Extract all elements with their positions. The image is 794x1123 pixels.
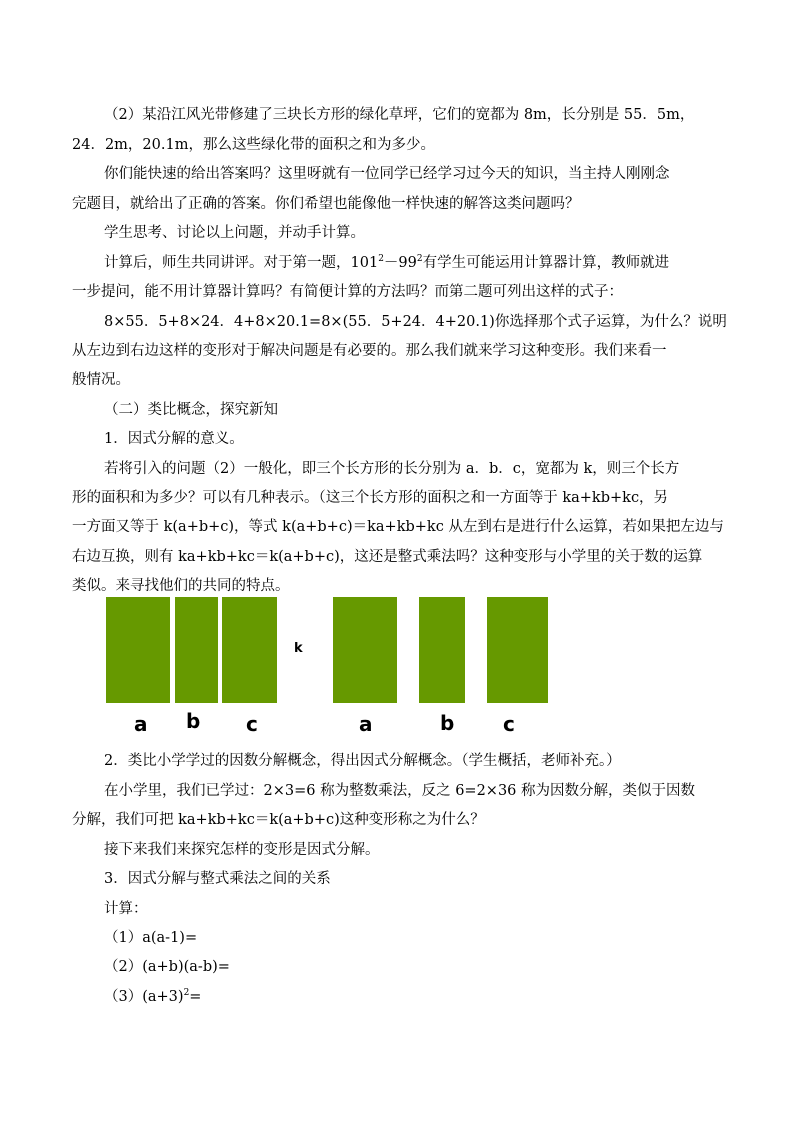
paragraph-line: 学生思考、讨论以上问题，并动手计算。: [104, 225, 365, 241]
paragraph-line: 若将引入的问题（2）一般化，即三个长方形的长分别为 a．b．c，宽都为 k，则三个长方: [104, 461, 680, 477]
paragraph-line: [104, 253, 669, 273]
paragraph-line: 类似。来寻找他们的共同的特点。: [72, 578, 290, 594]
label-b-left: b: [186, 709, 201, 733]
calc-heading: 计算：: [104, 901, 148, 917]
label-b-right: b: [440, 711, 455, 735]
paragraph-line: 8×55．5+8×24．4+8×20.1=8×(55．5+24．4+20.1)你选择那个式子运算，为什么？说明: [104, 314, 727, 330]
item-heading: 3．因式分解与整式乘法之间的关系: [104, 871, 331, 887]
paragraph-line: 完题目，就给出了正确的答案。你们希望也能像他一样快速的解答这类问题吗？: [72, 196, 580, 212]
width-label-k: k: [294, 641, 303, 656]
rectangle-c-left: [222, 597, 277, 703]
problem-2-line-2: 24．2m，20.1m，那么这些绿化带的面积之和为多少。: [72, 137, 435, 153]
label-a-right: a: [359, 712, 373, 736]
text-run: =: [189, 989, 202, 1005]
calc-item-3: [104, 987, 201, 1007]
paragraph-line: 一方面又等于 k(a+b+c)，等式 k(a+b+c)＝ka+kb+kc 从左到右是进行什么运算，若如果把左边与: [72, 519, 724, 535]
superscript: 2: [183, 988, 190, 998]
rectangle-a-left: [106, 597, 170, 703]
rectangle-a-right: [333, 597, 397, 703]
paragraph-line: 从左边到右边这样的变形对于解决问题是有必要的。那么我们就来学习这种变形。我们来看一: [72, 343, 667, 359]
rectangle-b-right: [419, 597, 465, 703]
paragraph-line: 在小学里，我们已学过：2×3=6 称为整数乘法，反之 6=2×36 称为因数分解，类似于因数: [104, 783, 695, 799]
problem-2-line-1: （2）某沿江风光带修建了三块长方形的绿化草坪，它们的宽都为 8m，长分别是 55．5m，: [104, 107, 695, 123]
text-run: 计算后，师生共同讲评。对于第一题，101: [104, 255, 379, 271]
item-heading: 1．因式分解的意义。: [104, 431, 244, 447]
rectangle-c-right: [487, 597, 548, 703]
superscript: 2: [378, 254, 384, 264]
paragraph-line: 一步提问，能不用计算器计算吗？有简便计算的方法吗？而第二题可列出这样的式子：: [72, 284, 623, 300]
paragraph-line: 般情况。: [72, 372, 130, 388]
calc-item-1: （1）a(a-1)=: [104, 930, 198, 946]
label-c-left: c: [246, 712, 258, 736]
paragraph-line: 分解，我们可把 ka+kb+kc＝k(a+b+c)这种变形称之为什么？: [72, 812, 485, 828]
section-heading: （二）类比概念，探究新知: [104, 402, 278, 418]
label-c-right: c: [503, 712, 515, 736]
paragraph-line: 形的面积和为多少？可以有几种表示。（这三个长方形的面积之和一方面等于 ka+kb+kc，另: [72, 490, 669, 506]
paragraph-line: 你们能快速的给出答案吗？这里呀就有一位同学已经学习过今天的知识，当主持人刚刚念: [104, 166, 670, 182]
superscript: 2: [416, 254, 423, 264]
rectangle-b-left: [175, 597, 218, 703]
paragraph-line: 右边互换，则有 ka+kb+kc＝k(a+b+c)，这还是整式乘法吗？这种变形与小学里的关于数的运算: [72, 549, 703, 565]
text-run: （3）(a+3): [104, 989, 184, 1005]
text-run: －99: [383, 255, 417, 271]
item-heading: 2．类比小学学过的因数分解概念，得出因式分解概念。（学生概括，老师补充。）: [104, 753, 621, 769]
calc-item-2: （2）(a+b)(a-b)=: [104, 959, 230, 975]
paragraph-line: 接下来我们来探究怎样的变形是因式分解。: [104, 842, 380, 858]
label-a-left: a: [134, 712, 148, 736]
text-run: 有学生可能运用计算器计算，教师就进: [422, 255, 670, 271]
